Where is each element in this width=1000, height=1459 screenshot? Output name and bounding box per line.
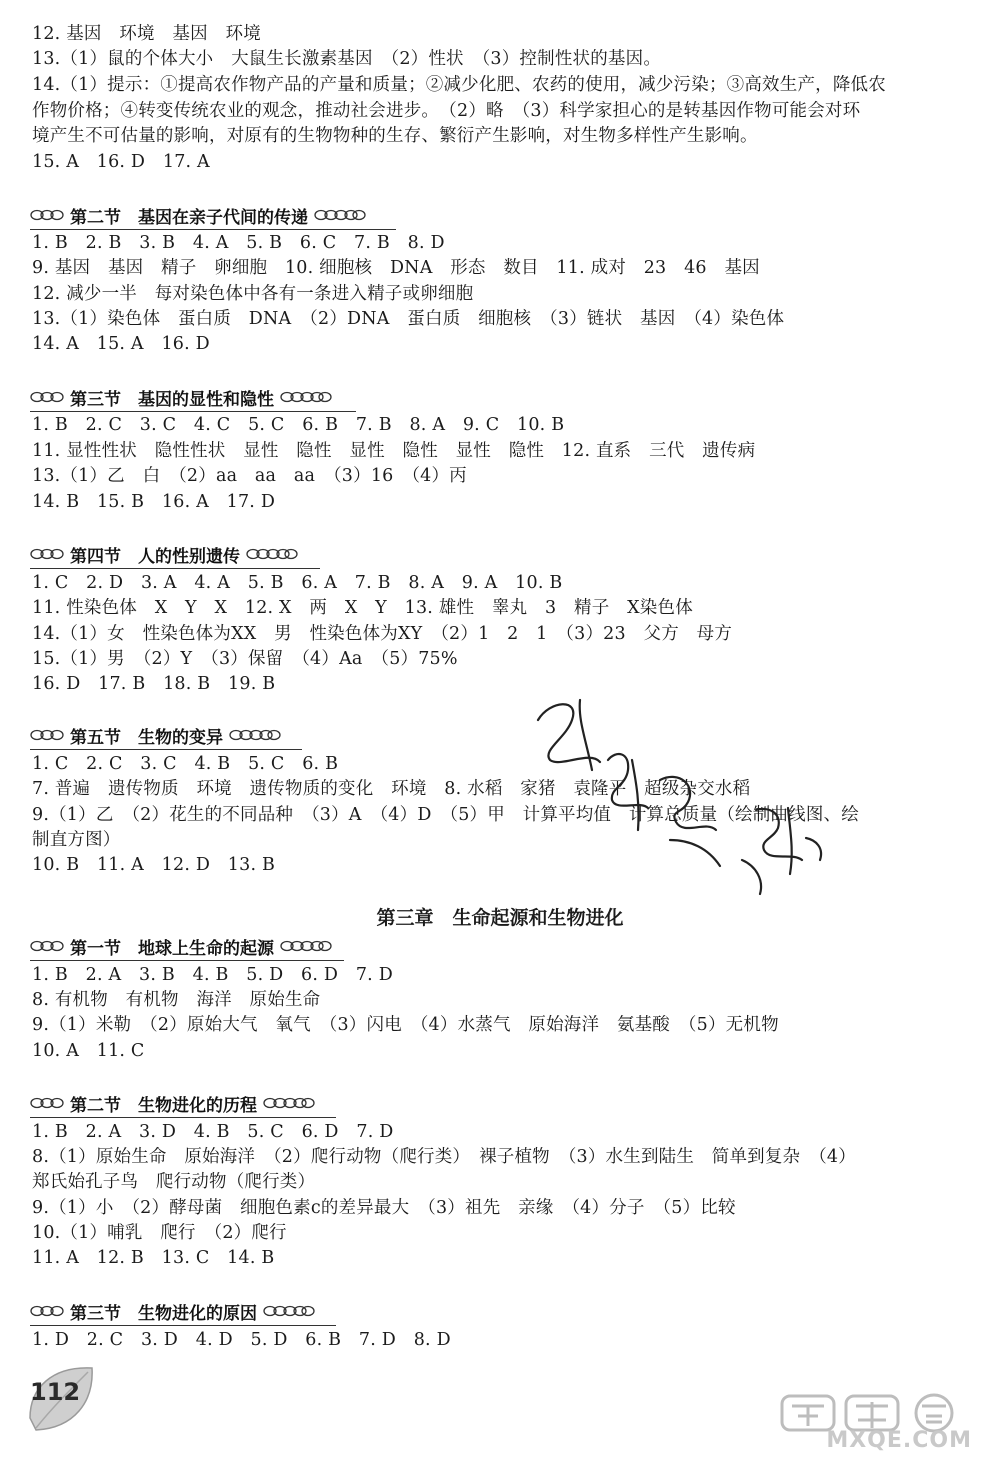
answer-line: 12. 减少一半 每对染色体中各有一条进入精子或卵细胞 (32, 284, 474, 304)
chain-ornament-icon (229, 728, 281, 742)
section-title: 第二节 基因在亲子代间的传递 (70, 207, 308, 228)
answer-line: 8.（1）原始生命 原始海洋 （2）爬行动物（爬行类） 裸子植物 （3）水生到陆生 简单到复杂 （4） (32, 1147, 856, 1167)
answer-line: 1. C 2. D 3. A 4. A 5. B 6. A 7. B 8. A 9. A 10. B (32, 573, 563, 593)
section-heading (30, 722, 302, 748)
page-number: 112 (30, 1378, 81, 1406)
section-heading (30, 541, 320, 567)
answer-line: 10. B 11. A 12. D 13. B (32, 855, 276, 875)
answer-line: 7. 普遍 遗传物质 环境 遗传物质的变化 环境 8. 水稻 家猪 袁隆平 超级杂交水稻 (32, 779, 751, 799)
section-heading (30, 1298, 336, 1324)
chain-ornament-icon (30, 390, 64, 404)
section-title: 第三节 生物进化的原因 (70, 1303, 257, 1324)
chain-ornament-icon (246, 547, 298, 561)
chain-ornament-icon (280, 939, 332, 953)
answer-line: 1. B 2. C 3. C 4. C 5. C 6. B 7. B 8. A 9. C 10. B (32, 415, 565, 435)
answer-line: 郑氏始孔子鸟 爬行动物（爬行类） (32, 1172, 316, 1192)
answer-line: 13.（1）乙 白 （2）aa aa aa （3）16 （4）丙 (32, 466, 467, 486)
answer-line: 1. C 2. C 3. C 4. B 5. C 6. B (32, 754, 339, 774)
section-title: 第二节 生物进化的历程 (70, 1095, 257, 1116)
watermark-url: MXQE.COM (826, 1428, 972, 1453)
answer-line: 8. 有机物 有机物 海洋 原始生命 (32, 990, 321, 1010)
answer-line: 1. B 2. A 3. B 4. B 5. D 6. D 7. D (32, 965, 393, 985)
answer-line: 16. D 17. B 18. B 19. B (32, 674, 276, 694)
answer-line: 10.（1）哺乳 爬行 （2）爬行 (32, 1223, 287, 1243)
answer-line: 13.（1）染色体 蛋白质 DNA （2）DNA 蛋白质 细胞核 （3）链状 基因 （4）染色体 (32, 309, 785, 329)
answer-line: 14.（1）提示：①提高农作物产品的产量和质量；②减少化肥、农药的使用，减少污染；③高效生产，降低农 (32, 75, 886, 95)
section-title: 第五节 生物的变异 (70, 727, 223, 748)
chain-ornament-icon (30, 939, 64, 953)
chain-ornament-icon (30, 208, 64, 222)
answer-line: 13.（1）鼠的个体大小 大鼠生长激素基因 （2）性状 （3）控制性状的基因。 (32, 49, 662, 69)
chain-ornament-icon (280, 390, 332, 404)
answer-line: 境产生不可估量的影响，对原有的生物物种的生存、繁衍产生影响，对生物多样性产生影响。 (32, 126, 758, 146)
answer-line: 1. B 2. A 3. D 4. B 5. C 6. D 7. D (32, 1122, 394, 1142)
answer-line: 14. B 15. B 16. A 17. D (32, 492, 276, 512)
answer-line: 制直方图） (32, 830, 121, 850)
answer-line: 9.（1）乙 （2）花生的不同品种 （3）A （4）D （5）甲 计算平均值 计算总质量（绘制曲线图、绘 (32, 805, 859, 825)
section-title: 第一节 地球上生命的起源 (70, 938, 274, 959)
answer-line: 1. D 2. C 3. D 4. D 5. D 6. B 7. D 8. D (32, 1330, 451, 1350)
section-heading (30, 933, 344, 959)
answer-line: 11. 性染色体 X Y X 12. X 两 X Y 13. 雄性 睾丸 3 精子 X染色体 (32, 598, 693, 618)
section-title: 第三节 基因的显性和隐性 (70, 389, 274, 410)
answer-line: 9. 基因 基因 精子 卵细胞 10. 细胞核 DNA 形态 数目 11. 成对 23 46 基因 (32, 258, 760, 278)
chain-ornament-icon (30, 1304, 64, 1318)
answer-line: 作物价格；④转变传统农业的观念，推动社会进步。 （2）略 （3）科学家担心的是转基因作物可能会对环 (32, 101, 861, 121)
chain-ornament-icon (30, 728, 64, 742)
section-heading (30, 1090, 336, 1116)
answer-line: 9.（1）米勒 （2）原始大气 氧气 （3）闪电 （4）水蒸气 原始海洋 氨基酸 （5）无机物 (32, 1015, 779, 1035)
answer-line: 11. A 12. B 13. C 14. B (32, 1248, 275, 1268)
chain-ornament-icon (30, 1096, 64, 1110)
answer-line: 12. 基因 环境 基因 环境 (32, 24, 261, 44)
section-heading (30, 384, 356, 410)
section-heading (30, 202, 396, 228)
answer-line: 15. A 16. D 17. A (32, 152, 210, 172)
answer-line: 14.（1）女 性染色体为XX 男 性染色体为XY （2）1 2 1 （3）23 父方 母方 (32, 624, 733, 644)
answer-line: 15.（1）男 （2）Y （3）保留 （4）Aa （5）75% (32, 649, 458, 669)
chain-ornament-icon (263, 1096, 315, 1110)
answer-line: 10. A 11. C (32, 1041, 145, 1061)
answer-line: 11. 显性性状 隐性性状 显性 隐性 显性 隐性 显性 隐性 12. 直系 三代 遗传病 (32, 441, 756, 461)
handwritten-signature (520, 690, 840, 900)
answer-line: 1. B 2. B 3. B 4. A 5. B 6. C 7. B 8. D (32, 233, 445, 253)
chain-ornament-icon (30, 547, 64, 561)
section-title: 第四节 人的性别遗传 (70, 546, 240, 567)
chain-ornament-icon (263, 1304, 315, 1318)
chain-ornament-icon (314, 208, 366, 222)
answer-line: 14. A 15. A 16. D (32, 334, 210, 354)
chapter-title: 第三章 生命起源和生物进化 (376, 907, 624, 929)
answer-line: 9.（1）小 （2）酵母菌 细胞色素c的差异最大 （3）祖先 亲缘 （4）分子 （5）比较 (32, 1198, 736, 1218)
